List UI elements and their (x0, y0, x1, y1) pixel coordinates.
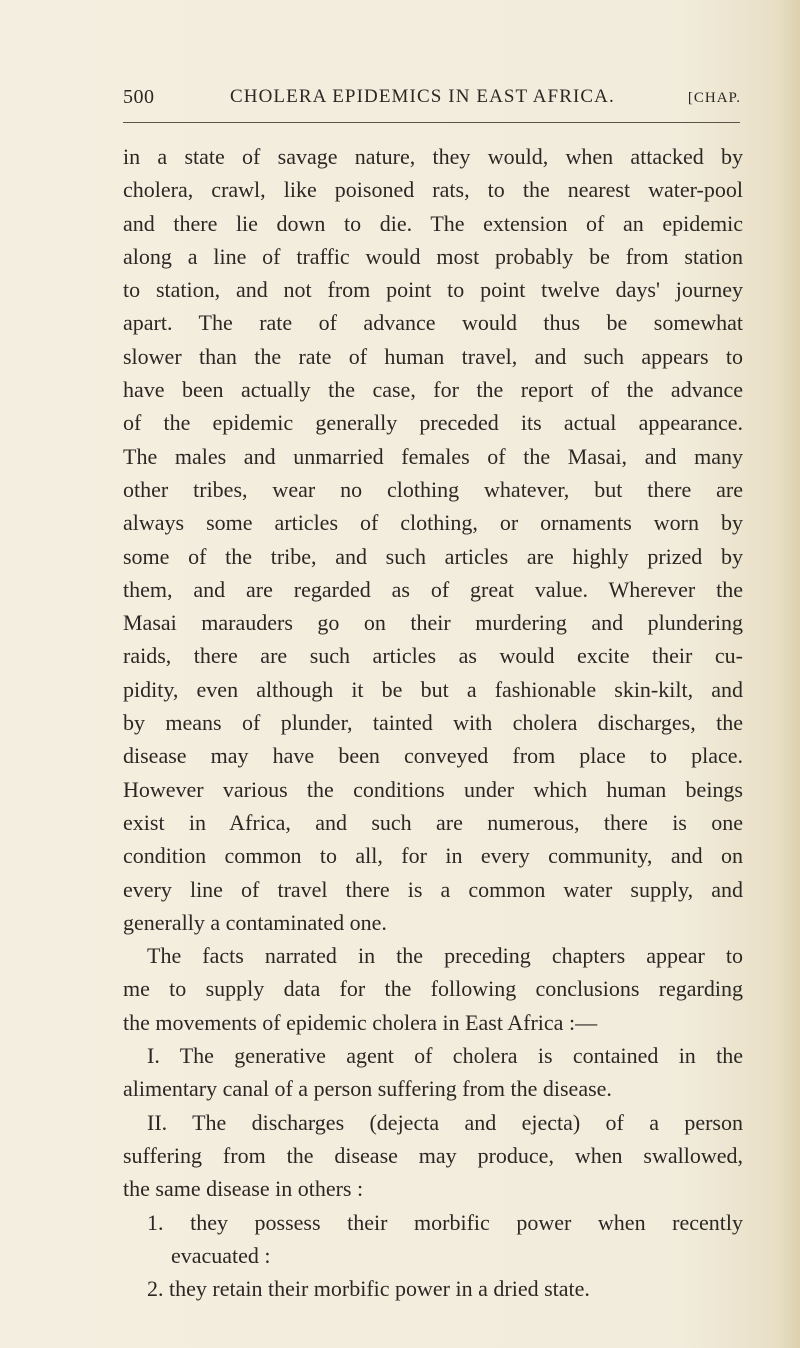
text-line: slower than the rate of human travel, and such appears to (123, 343, 743, 369)
page-header (123, 86, 743, 116)
text-line: of the epidemic generally preceded its actual appearance. (123, 410, 743, 436)
text-line: The males and unmarried females of the Masai, and many (123, 443, 743, 469)
text-line: raids, there are such articles as would excite their cu- (123, 643, 743, 669)
sub-item-1-cont: evacuated : (171, 1242, 271, 1268)
text-line: the movements of epidemic cholera in East Africa :— (123, 1009, 598, 1035)
text-line: exist in Africa, and such are numerous, there is one (123, 809, 743, 835)
text-line: apart. The rate of advance would thus be somewhat (123, 310, 743, 336)
text-line: generally a contaminated one. (123, 909, 387, 935)
conclusion-2-line: suffering from the disease may produce, when swallowed, (123, 1142, 743, 1168)
conclusion-2-line: II. The discharges (dejecta and ejecta) of a person (147, 1109, 743, 1135)
text-line: them, and are regarded as of great value. Wherever the (123, 576, 743, 602)
sub-item-1: 1. they possess their morbific power when recently (147, 1209, 743, 1235)
text-line: and there lie down to die. The extension of an epidemic (123, 210, 743, 236)
text-line: by means of plunder, tainted with cholera discharges, the (123, 710, 743, 736)
text-line: some of the tribe, and such articles are highly prized by (123, 543, 743, 569)
text-line: pidity, even although it be but a fashionable skin-kilt, and (123, 676, 743, 702)
text-line: to station, and not from point to point twelve days' journey (123, 277, 743, 303)
running-head: CHOLERA EPIDEMICS IN EAST AFRICA. (230, 86, 615, 107)
text-line: other tribes, wear no clothing whatever, but there are (123, 476, 743, 502)
text-line: cholera, crawl, like poisoned rats, to the nearest water-pool (123, 177, 743, 203)
sub-item-2: 2. they retain their morbific power in a dried state. (147, 1276, 590, 1302)
text-line: disease may have been conveyed from place to place. (123, 743, 743, 769)
text-line: have been actually the case, for the report of the advance (123, 377, 743, 403)
text-line: condition common to all, for in every community, and on (123, 843, 743, 869)
conclusion-1-line: alimentary canal of a person suffering from the disease. (123, 1076, 612, 1102)
conclusion-1-line: I. The generative agent of cholera is contained in the (147, 1043, 743, 1069)
text-line: every line of travel there is a common water supply, and (123, 876, 743, 902)
header-rule (123, 122, 740, 123)
text-line: The facts narrated in the preceding chapters appear to (147, 943, 743, 969)
body-text (123, 140, 743, 1305)
text-line: along a line of traffic would most probably be from station (123, 243, 743, 269)
text-line: However various the conditions under which human beings (123, 776, 743, 802)
text-line: me to supply data for the following conclusions regarding (123, 976, 743, 1002)
chapter-mark: [CHAP. (687, 90, 741, 106)
text-line: Masai marauders go on their murdering and plundering (123, 610, 743, 636)
text-line: always some articles of clothing, or ornaments worn by (123, 510, 743, 536)
conclusion-2-line: the same disease in others : (123, 1176, 364, 1202)
text-line: in a state of savage nature, they would, when attacked by (123, 144, 743, 169)
page-number: 500 (123, 86, 155, 108)
